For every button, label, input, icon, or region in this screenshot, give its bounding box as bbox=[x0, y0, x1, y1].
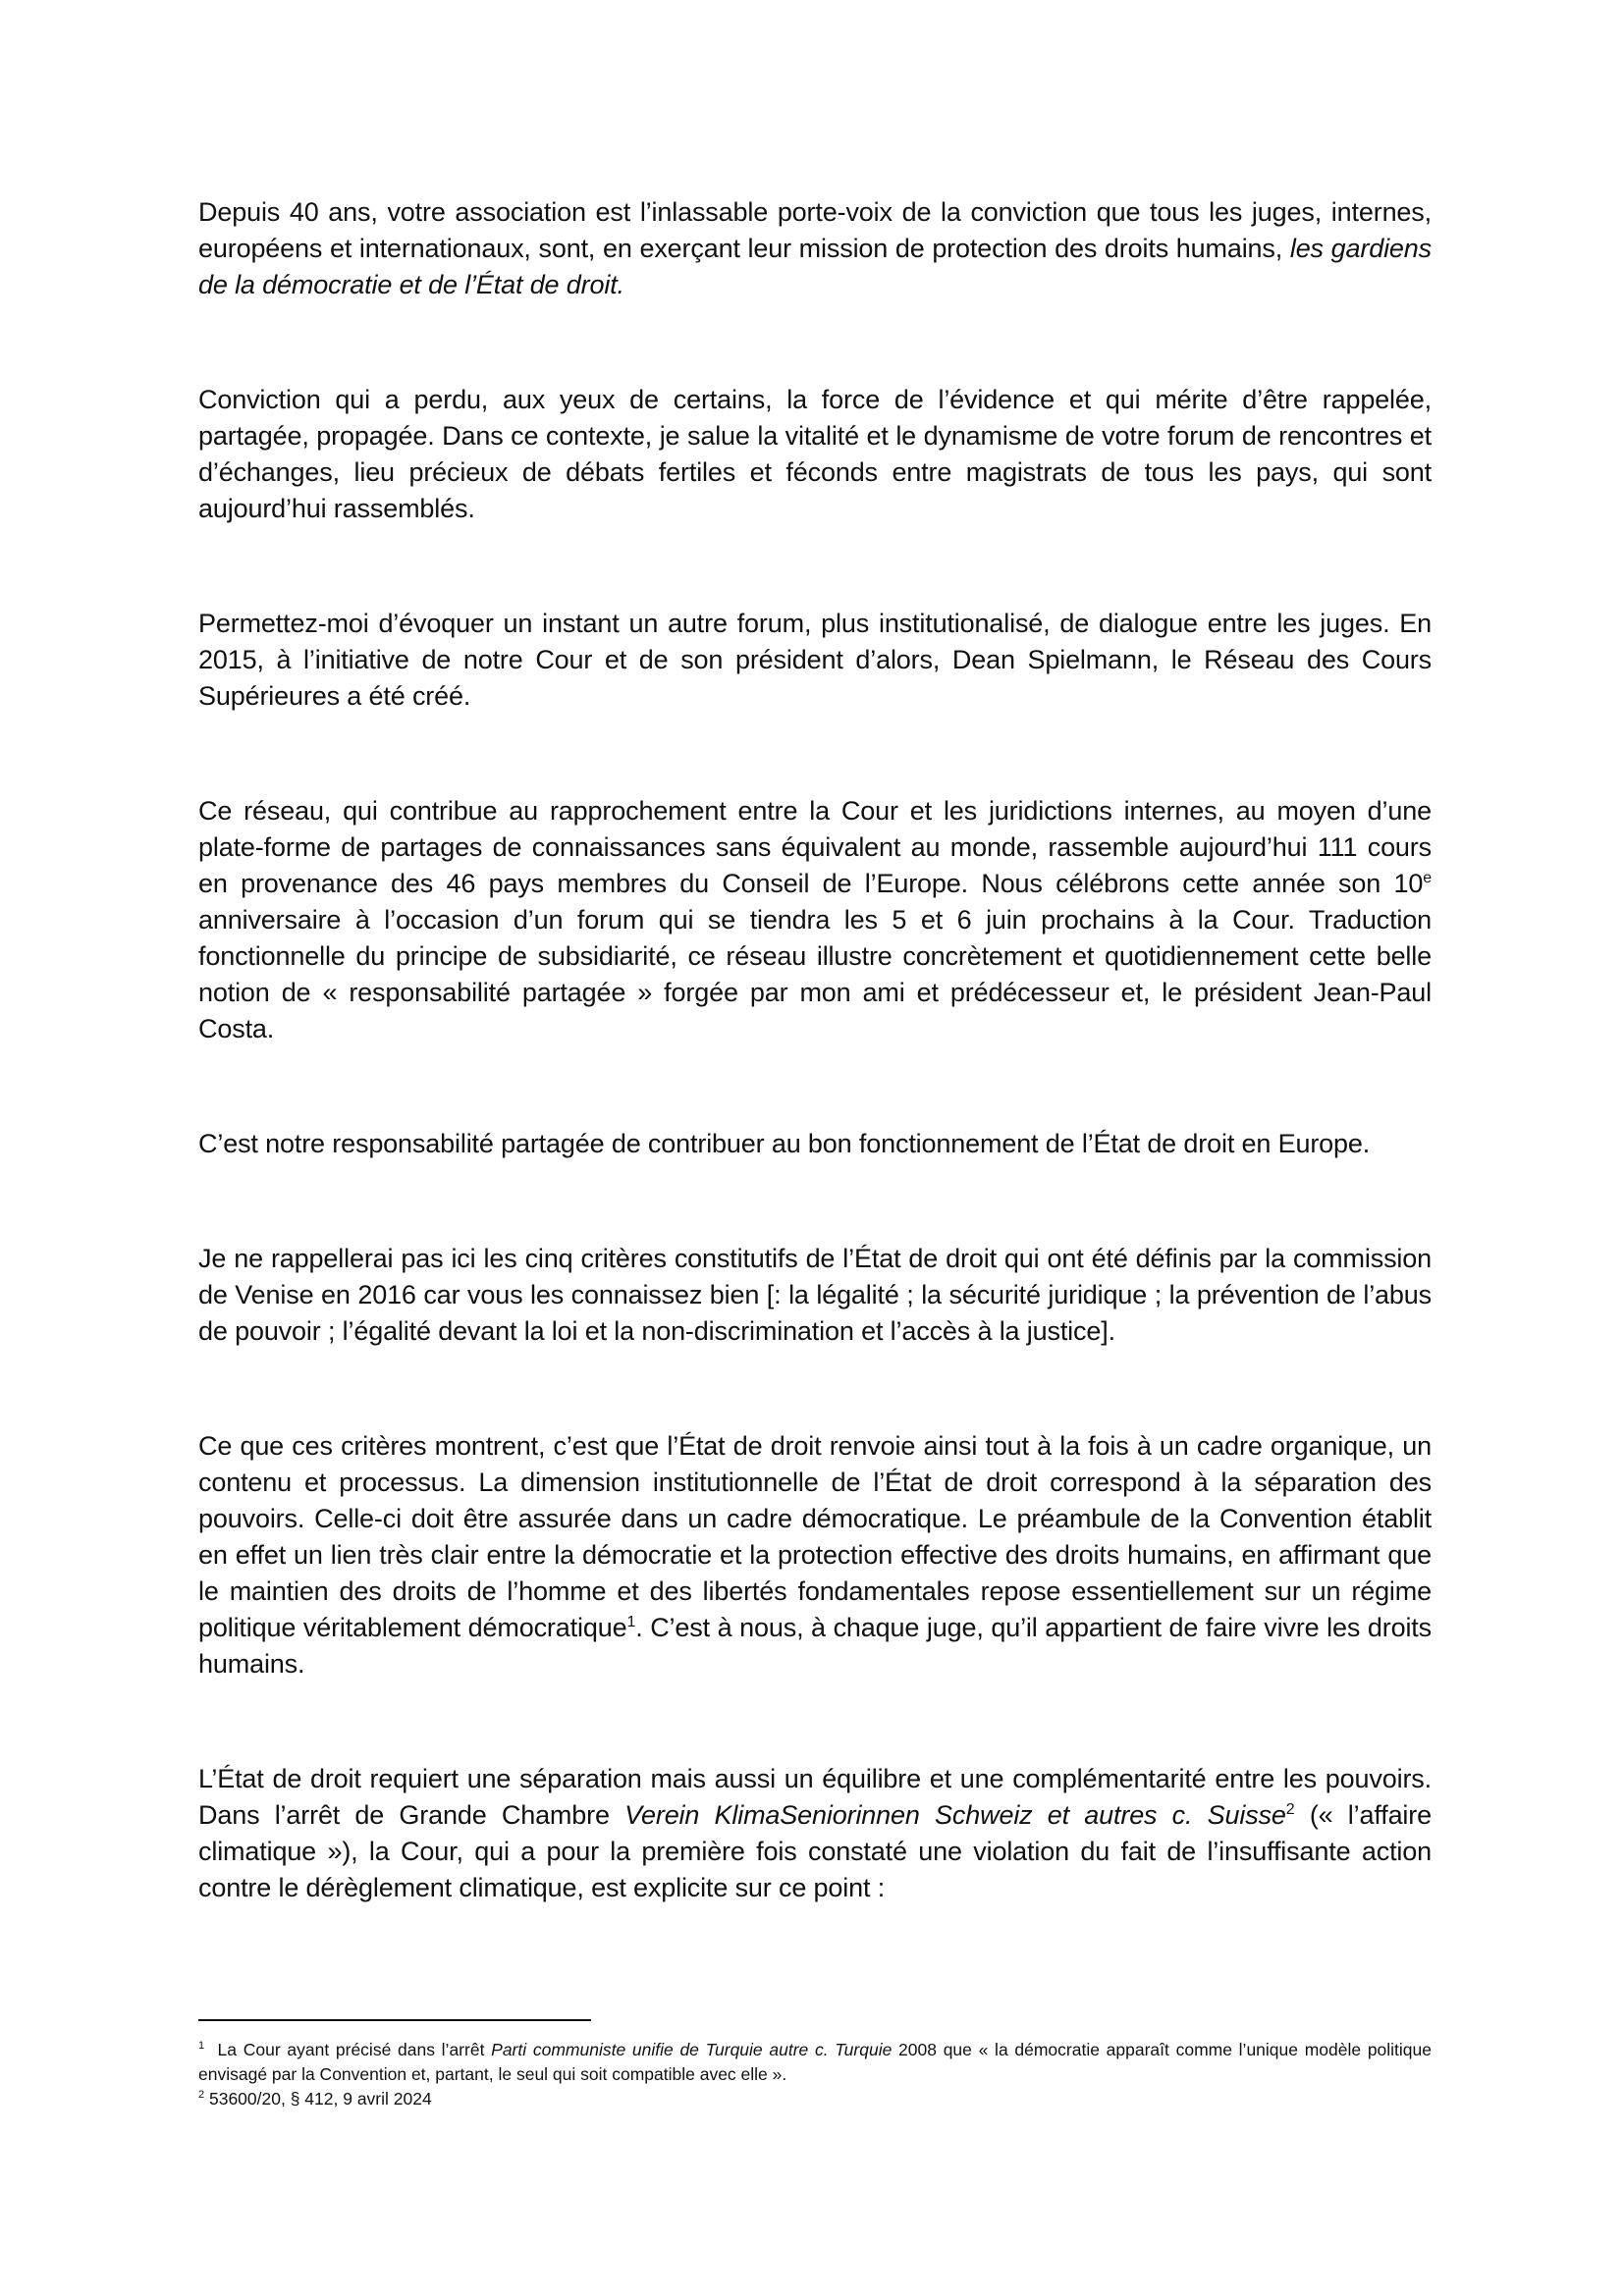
footnote-ref-1[interactable]: 1 bbox=[626, 1614, 636, 1630]
footnote-2-text: 53600/20, § 412, 9 avril 2024 bbox=[204, 2089, 432, 2109]
paragraph-1-text: Depuis 40 ans, votre association est l’inlassable porte-voix de la conviction que tous les juges, internes, européens et internationaux, sont, en exerçant leur mission de protection des droits humains, bbox=[198, 197, 1432, 263]
paragraph-8 bbox=[198, 1761, 1432, 1906]
footnote-1 bbox=[198, 2038, 1432, 2087]
paragraph-8-text-a: L’État de droit requiert une séparation mais aussi un équilibre et une complémentarité entre les pouvoirs. Dans l’arrêt de Grande Chambre bbox=[198, 1764, 1432, 1830]
paragraph-1 bbox=[198, 194, 1432, 303]
case-name-italic: Verein KlimaSeniorinnen Schweiz et autres c. Suisse bbox=[624, 1800, 1286, 1830]
footnote-1-text-a: La Cour ayant précisé dans l’arrêt bbox=[204, 2040, 492, 2059]
footnote-1-text-b: 2008 que « la démocratie apparaît comme l’unique modèle politique envisagé par la Convention et, partant, le seul qui soit compatible avec elle ». bbox=[198, 2040, 1433, 2084]
footnotes bbox=[198, 2038, 1432, 2111]
body-text bbox=[198, 194, 1432, 1906]
paragraph-7-text-a: Ce que ces critères montrent, c’est que l’État de droit renvoie ainsi tout à la fois à un cadre organique, un contenu et processus. La dimension institutionnelle de l’État de droit correspond à la séparation des pouvoirs. Celle-ci doit être assurée dans un cadre démocratique. Le préambule de la Convention établit en effet un lien très clair entre la démocratie et la protection effective des droits humains, en affirmant que le maintien des droits de l’homme et des libertés fondamentales repose essentiellement sur un régime politique véritablement démocratique bbox=[198, 1431, 1432, 1642]
ordinal-superscript: e bbox=[1423, 870, 1432, 886]
paragraph-7-text-b: . C’est à nous, à chaque juge, qu’il appartient de faire vivre les droits humains. bbox=[198, 1613, 1433, 1679]
paragraph-6: Je ne rappellerai pas ici les cinq critères constitutifs de l’État de droit qui ont été définis par la commission de Venise en 2016 car vous les connaissez bien [: la légalité ; la sécurité juridique ; la prévention de l’abus de pouvoir ; l’égalité devant la loi et la non-discrimination et l’accès à la justice]. bbox=[198, 1244, 1432, 1346]
footnote-separator bbox=[198, 2019, 591, 2021]
paragraph-4 bbox=[198, 793, 1432, 1047]
paragraph-7 bbox=[198, 1428, 1432, 1682]
footnote-1-mark: 1 bbox=[198, 2040, 205, 2053]
footnote-1-case-name: Parti communiste unifie de Turquie autre c. Turquie bbox=[491, 2040, 893, 2059]
paragraph-8-text-b: (« l’affaire climatique »), la Cour, qui a pour la première fois constaté une violation du fait de l’insuffisante action contre le dérèglement climatique, est explicite sur ce point : bbox=[198, 1800, 1432, 1902]
footnote-2-mark: 2 bbox=[198, 2089, 205, 2102]
paragraph-5: C’est notre responsabilité partagée de contribuer au bon fonctionnement de l’État de droit en Europe. bbox=[198, 1129, 1371, 1158]
paragraph-2: Conviction qui a perdu, aux yeux de certains, la force de l’évidence et qui mérite d’être rappelée, partagée, propagée. Dans ce contexte, je salue la vitalité et le dynamisme de votre forum de rencontres et d’échanges, lieu précieux de débats fertiles et féconds entre magistrats de tous les pays, qui sont aujourd’hui rassemblés. bbox=[198, 385, 1432, 523]
paragraph-4-text-a: Ce réseau, qui contribue au rapprochement entre la Cour et les juridictions internes, au moyen d’une plate-forme de partages de connaissances sans équivalent au monde, rassemble aujourd’hui 111 cours en provenance des 46 pays membres du Conseil de l’Europe. Nous célébrons cette année son 10 bbox=[198, 796, 1432, 898]
footnote-2 bbox=[198, 2087, 1432, 2111]
paragraph-3: Permettez-moi d’évoquer un instant un autre forum, plus institutionalisé, de dialogue entre les juges. En 2015, à l’initiative de notre Cour et de son président d’alors, Dean Spielmann, le Réseau des Cours Supérieures a été créé. bbox=[198, 609, 1432, 711]
paragraph-1-italic: les gardiens de la démocratie et de l’État de droit. bbox=[198, 234, 1432, 299]
footnote-ref-2[interactable]: 2 bbox=[1285, 1801, 1295, 1818]
paragraph-4-text-b: anniversaire à l’occasion d’un forum qui se tiendra les 5 et 6 juin prochains à la Cour. Traduction fonctionnelle du principe de subsidiarité, ce réseau illustre concrètement et quotidiennement cette belle notion de « responsabilité partagée » forgée par mon ami et prédécesseur et, le président Jean-Paul Costa. bbox=[198, 905, 1432, 1043]
